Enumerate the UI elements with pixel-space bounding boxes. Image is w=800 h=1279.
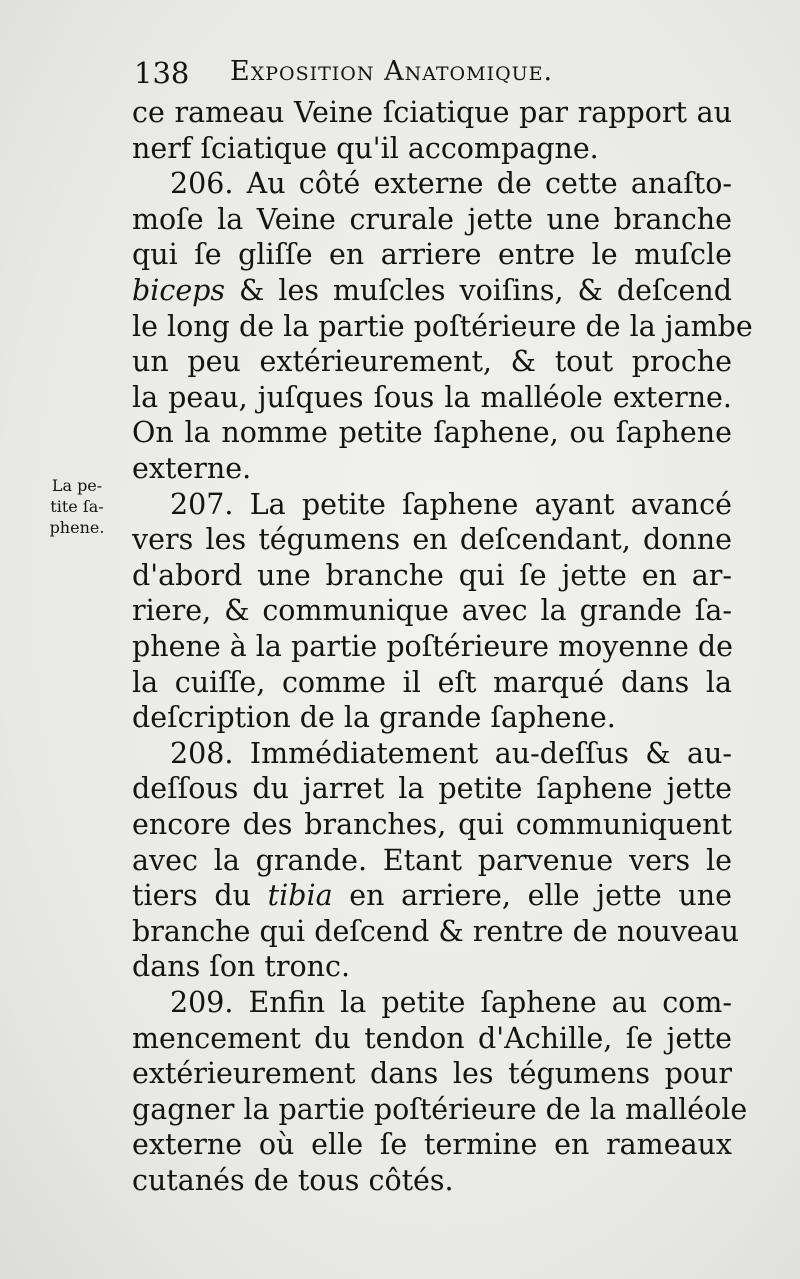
text-line: 208. Immédiatement au-deſſus & au- [170,736,732,770]
text-line: 209. Enfin la petite ſaphene au com- [170,986,732,1019]
text-line: extérieurement dans les tégumens pour [132,1057,732,1091]
text-line [132,878,732,914]
text-line: vers les tégumens en deſcendant, donne [132,523,732,557]
text-line: cutanés de tous côtés. [132,1164,454,1197]
text-line: encore des branches, qui communiquent [132,808,732,841]
text-segment: tiers du [132,879,268,913]
margin-note-line: La pe- [51,476,103,495]
margin-note-line: phene. [49,518,105,537]
page-number: 138 [134,56,190,90]
text-segment: en arriere, elle jette une [332,879,732,913]
italic-term: biceps [132,274,226,307]
text-line: deſcription de la grande ſaphene. [132,701,616,735]
text-line: le long de la partie poſtérieure de la jambe [132,309,753,343]
text-segment: & les muſcles voiſins, & deſcend [225,274,732,307]
text-line: mencement du tendon d'Achille, ſe jette [132,1021,732,1055]
text-line: la cuiſſe, comme il eſt marqué dans la [132,665,732,699]
running-title: Exposition Anatomique. [230,56,554,87]
page-header [134,56,734,96]
text-line: moſe la Veine crurale jette une branche [132,202,732,236]
text-line: riere, & communique avec la grande ſa- [132,594,732,628]
margin-note-line: tite ſa- [50,497,104,516]
text-line: branche qui deſcend & rentre de nouveau [132,914,740,948]
text-line: externe où elle ſe termine en rameaux [132,1128,732,1162]
text-line: d'abord une branche qui ſe jette en ar- [132,558,732,592]
italic-term: tibia [267,879,333,913]
text-line: externe. [132,452,252,485]
text-line: On la nomme petite ſaphene, ou ſaphene [132,416,732,450]
text-line: nerf ſciatique qu'il accompagne. [132,131,599,165]
text-line: avec la grande. Etant parvenue vers le [132,843,732,877]
text-line: un peu extérieurement, & tout proche [132,345,732,379]
text-line: phene à la partie poſtérieure moyenne de [132,630,733,663]
text-line: la peau, juſques ſous la malléole externe. [132,380,732,414]
text-line: qui ſe gliſſe en arriere entre le muſcle [132,238,732,272]
text-line: deſſous du jarret la petite ſaphene jette [132,772,732,806]
text-line [132,273,732,309]
text-line: 206. Au côté externe de cette anaſto- [170,167,732,201]
text-line: 207. La petite ſaphene ayant avancé [170,487,732,521]
text-line: ce rameau Veine ſciatique par rapport au [132,96,732,129]
text-line: dans ſon tronc. [132,950,351,984]
text-line: gagner la partie poſtérieure de la malléole [132,1092,748,1126]
